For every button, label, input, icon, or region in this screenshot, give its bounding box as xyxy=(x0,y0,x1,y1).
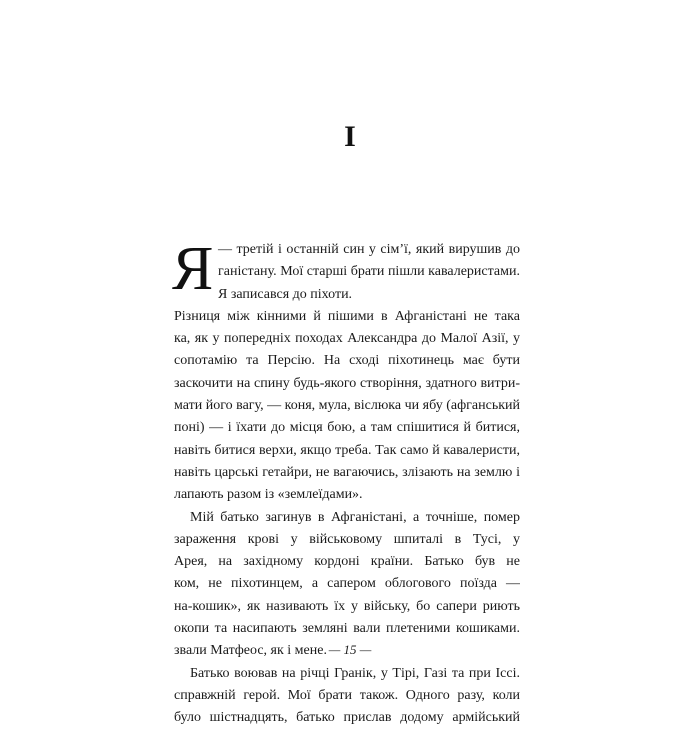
text-line: ком, не піхотинцем, а сапером облогового поїзда — xyxy=(174,576,520,592)
text-line: поні) — і їхати до місця бою, а там спішитися й битися, xyxy=(174,420,520,436)
text-line: Арея, на західному кордоні країни. Батько був не xyxy=(174,554,520,570)
text-line: навіть царські гетайри, не вагаючись, злізають на землю і xyxy=(174,464,520,480)
text-line: зараження крові у військовому шпиталі в Тусі, у xyxy=(174,531,520,547)
chapter-number: I xyxy=(344,120,356,153)
text-line: окопи та насипають земляні вали плетеними кошиками. xyxy=(174,621,520,637)
text-line: було шістнадцять, батько прислав додому армійський xyxy=(174,710,520,726)
text-line: Мій батько загинув в Афганістані, а точніше, помер xyxy=(190,509,520,525)
text-line: звали Матфеос, як і мене. xyxy=(174,643,327,659)
text-line: Я записався до піхоти. xyxy=(218,286,353,302)
text-line: мати його вагу, — коня, мула, віслюка чи ябу (афганський xyxy=(174,398,520,414)
text-line: на-кошик», як називають їх у війську, бо сапери риють xyxy=(174,598,520,614)
text-line: сопотамію та Персію. На сході піхотинець має бути xyxy=(174,353,520,369)
text-line: ка, як у попередніх походах Александра до Малої Азії, у xyxy=(174,331,520,347)
text-line: лапають разом із «землеїдами». xyxy=(174,487,363,503)
text-line: Різниця між кінними й пішими в Афганістані не така xyxy=(174,308,520,324)
text-line: навіть битися верхи, якщо треба. Так само й кавалеристи, xyxy=(174,442,520,458)
page-number: — 15 — xyxy=(328,642,372,657)
text-line: ганістану. Мої старші брати пішли кавалеристами. xyxy=(218,264,520,280)
text-line: заскочити на спину будь-якого створіння, здатного витри- xyxy=(174,375,520,391)
text-line: Батько воював на річці Гранік, у Тірі, Газі та при Іссі. xyxy=(190,665,520,681)
text-line: — третій і останній син у сім’ї, який вирушив до xyxy=(218,242,520,257)
drop-cap: Я xyxy=(172,235,214,303)
text-line: справжній герой. Мої брати також. Одного разу, коли xyxy=(174,687,520,703)
